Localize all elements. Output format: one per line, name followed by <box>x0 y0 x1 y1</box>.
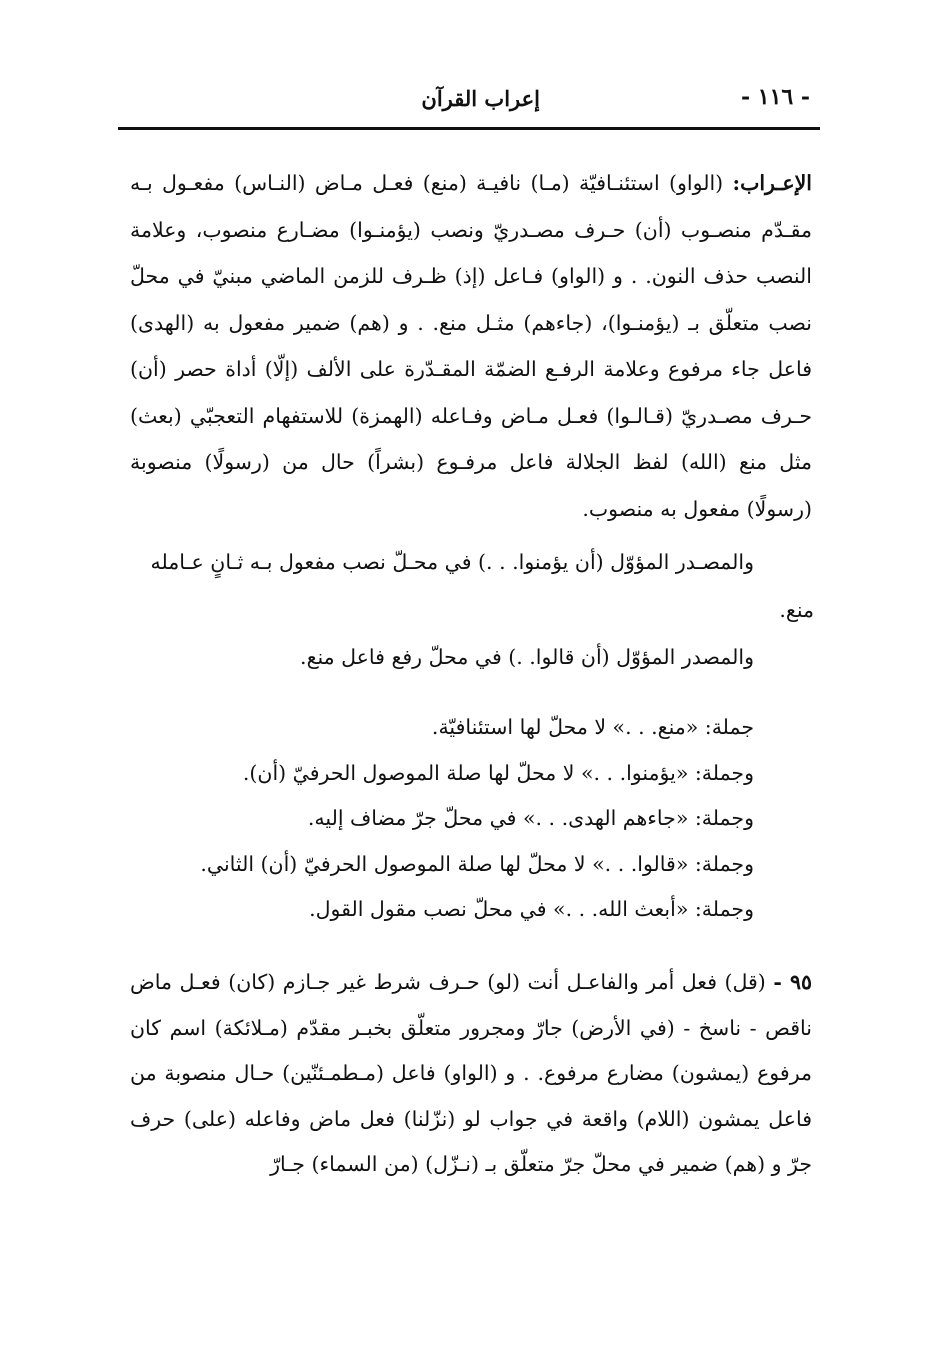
jumla-item: وجملة: «جاءهم الهدى. . .» في محلّ جرّ مضاف إليه. <box>307 806 754 830</box>
jumal-list <box>200 705 754 933</box>
verse-number: ٩٥ - <box>773 970 812 994</box>
page-header <box>120 76 820 126</box>
book-title: إعراب القرآن <box>421 86 540 111</box>
irab-paragraph <box>130 160 812 532</box>
masdar-line-2: والمصدر المؤوّل (أن قالوا. .) في محلّ رفع فاعل منع. <box>300 645 754 669</box>
jumla-item: جملة: «منع. . .» لا محلّ لها استئنافيّة. <box>431 715 754 739</box>
irab-label: الإعـراب: <box>732 171 812 195</box>
jumla-item: وجملة: «أبعث الله. . .» في محلّ نصب مقول القول. <box>309 897 754 921</box>
jumla-item: وجملة: «قالوا. . .» لا محلّ لها صلة الموصول الحرفيّ (أن) الثاني. <box>200 851 754 876</box>
header-rule <box>118 127 820 130</box>
masdar-line-1: والمصـدر المؤوّل (أن يؤمنوا. . .) في محـلّ نصب مفعول بـه ثـانٍ عـامله <box>150 550 754 574</box>
verse-95-paragraph <box>130 960 812 1188</box>
irab-text: (الواو) استئنـافيّة (مـا) نافيـة (منع) فعـل مـاض (النـاس) مفعـول بـه مقـدّم منصـوب (أن) حـرف مصـدريّ ونصب (يؤمنـوا) مضـارع منصوب، وعلامة النصب حذف النون. . و (الواو) فـاعل (إذ) ظـرف للزمن الماضي مبنيّ في محلّ نصب متعلّق بـ (يؤمنـوا)، (جاءهم) مثـل منع. . و (هم) ضمير مفعول به (الهدى) فاعل جاء مرفوع وعلامة الرفـع الضمّة المقـدّرة على الألف (إلّا) أداة حصر (أن) حـرف مصـدريّ (قـالـوا) فعـل مـاض وفـاعله (الهمزة) للاستفهام التعجبّي (بعث) مثل منع (الله) لفظ الجلالة فاعل مرفـوع (بشراً) حال من (رسولًا) منصوبة (رسولًا) مفعول به منصوب. <box>130 171 812 521</box>
masdar-line-1-continued: منع. <box>779 598 814 622</box>
jumla-item: وجملة: «يؤمنوا. . .» لا محلّ لها صلة الموصول الحرفيّ (أن). <box>242 760 754 785</box>
verse-95-text: (قل) فعل أمر والفاعـل أنت (لو) حـرف شرط غير جـازم (كان) فعـل ماض ناقص - ناسخ - (في الأرض) جارّ ومجرور متعلّق بخبـر مقدّم (مـلائكة) اسم كان مرفوع (يمشون) مضارع مرفوع. . و (الواو) فاعل (مـطمـئنّين) حـال منصوبة من فاعل يمشون (اللام) واقعة في جواب لو (نزّلنا) فعل ماض وفاعله (على) حرف جرّ و (هم) ضمير في محلّ جرّ متعلّق بـ (نـزّل) (من السماء) جـارّ <box>130 970 812 1176</box>
page-number: - ١١٦ - <box>740 84 810 110</box>
